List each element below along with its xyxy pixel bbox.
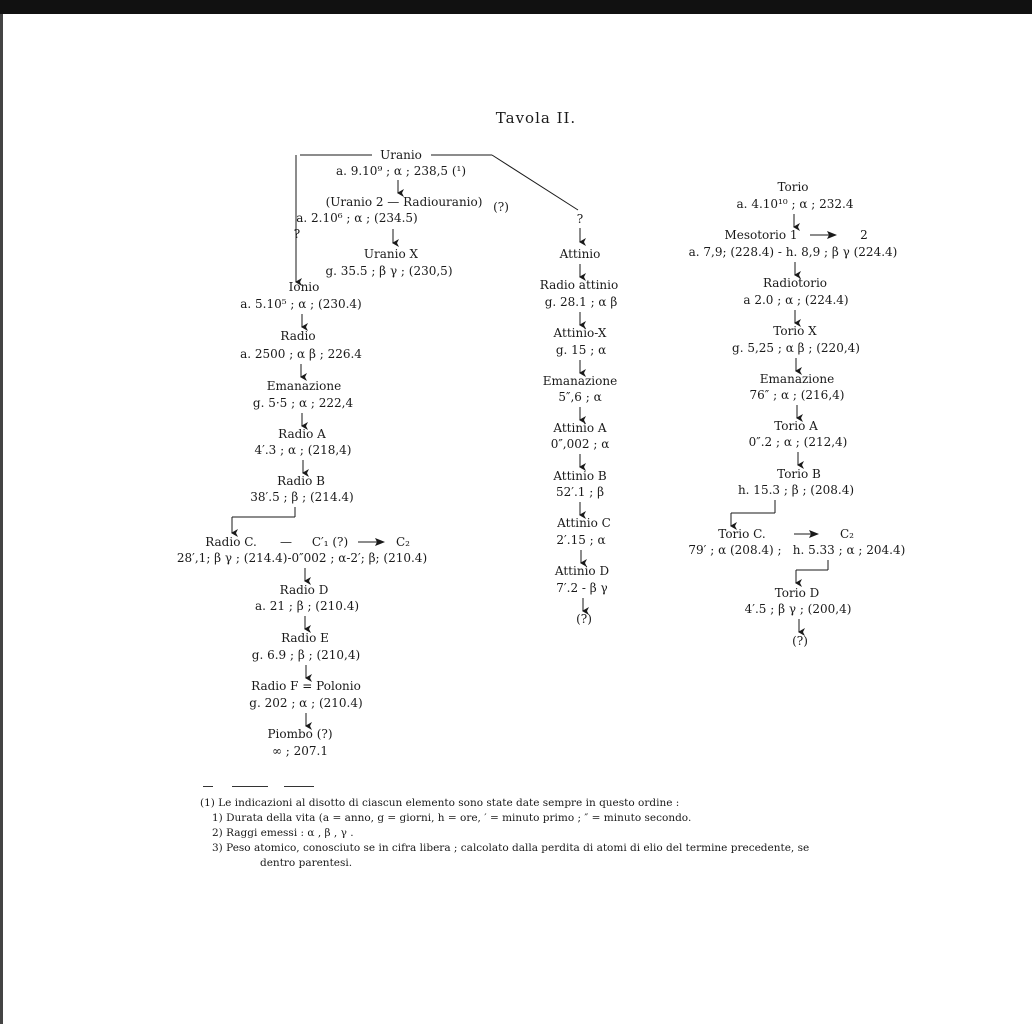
torio-c-data-right: h. 5.33 ; α ; 204.4) [792, 543, 906, 557]
footnote-rule [232, 786, 268, 787]
mesotorio-data: a. 7,9; (228.4) - h. 8,9 ; β γ (224.4) [688, 245, 898, 259]
torio-c-name: Torio C. [718, 527, 766, 541]
attinio-emanazione-data: 5″,6 ; α [558, 390, 602, 404]
radio-e-name: Radio E [281, 631, 329, 645]
uranio2-data: a. 2.10⁶ ; α ; (234.5) [296, 211, 418, 225]
ionio-data: a. 5.10⁵ ; α ; (230.4) [240, 297, 362, 311]
attinio-end: (?) [576, 612, 592, 626]
ionio-name: Ionio [288, 280, 320, 294]
attinio-d-data: 7′.2 - β γ [556, 581, 608, 595]
footnote-item-2: 2) Raggi emessi : α , β , γ . [212, 827, 354, 839]
attinio-c-name: Attinio C [557, 516, 611, 530]
radio-d-name: Radio D [279, 583, 329, 597]
attinio-x-data: g. 15 ; α [555, 343, 607, 357]
attinio-b-name: Attinio B [553, 469, 607, 483]
attinio-d-name: Attinio D [554, 564, 610, 578]
torio-series [688, 180, 905, 648]
uranio-series [177, 148, 578, 758]
torio-end: (?) [792, 634, 808, 648]
radio-f-name: Radio F = Polonio [251, 679, 361, 693]
footnote-item-3: 3) Peso atomico, conosciuto se in cifra libera ; calcolato dalla perdita di atomi di elio del termine precedente, se [212, 842, 810, 854]
attinio-series [540, 212, 618, 626]
attinio-question: ? [576, 212, 584, 226]
torio-emanazione-name: Emanazione [759, 372, 835, 386]
page-title: Tavola II. [495, 109, 577, 127]
mesotorio-name: Mesotorio 1 [724, 228, 798, 242]
emanazione-name: Emanazione [266, 379, 342, 393]
attinio-b-data: 52′.1 ; β [555, 485, 605, 499]
radio-e-data: g. 6.9 ; β ; (210,4) [251, 648, 361, 662]
uranio-name: Uranio [380, 148, 422, 162]
radio-b-data: 38′.5 ; β ; (214.4) [250, 490, 354, 504]
attinio-x-name: Attinio-X [553, 326, 607, 340]
radiotorio-name: Radiotorio [762, 276, 828, 290]
radio-a-data: 4′.3 ; α ; (218,4) [254, 443, 352, 457]
radio-attinio-name: Radio attinio [539, 278, 619, 292]
attinio-a-name: Attinio A [553, 421, 607, 435]
mesotorio-2: 2 [860, 228, 868, 242]
torio-x-data: g. 5,25 ; α β ; (220,4) [732, 341, 860, 355]
footnote [200, 796, 920, 871]
footnote-rule [284, 786, 314, 787]
radio-a-name: Radio A [278, 427, 326, 441]
radio-b-name: Radio B [277, 474, 325, 488]
radio-c-name: Radio C. [205, 535, 257, 549]
uranio-x-name: Uranio X [363, 247, 419, 261]
radio-attinio-data: g. 28.1 ; α β [544, 295, 618, 309]
torio-c2-name: C₂ [840, 527, 854, 541]
radio-d-data: a. 21 ; β ; (210.4) [254, 599, 360, 613]
uranio-x-data: g. 35.5 ; β γ ; (230,5) [325, 264, 453, 278]
attinio-c-data: 2′.15 ; α [556, 533, 606, 547]
attinio-name: Attinio [559, 247, 601, 261]
torio-d-data: 4′.5 ; β γ ; (200,4) [744, 602, 852, 616]
torio-x-name: Torio X [773, 324, 817, 338]
footnote-intro: (1) Le indicazioni al disotto di ciascun elemento sono state date sempre in questo ordine : [200, 797, 680, 809]
radio-data: a. 2500 ; α β ; 226.4 [240, 347, 362, 361]
torio-b-data: h. 15.3 ; β ; (208.4) [737, 483, 855, 497]
radiotorio-data: a 2.0 ; α ; (224.4) [743, 293, 849, 307]
footnote-rule [203, 786, 213, 787]
piombo-name: Piombo (?) [267, 727, 333, 741]
footnote-item-1: 1) Durata della vita (a = anno, g = giorni, h = ore, ′ = minuto primo ; ″ = minuto secondo. [212, 812, 692, 824]
torio-a-name: Torio A [774, 419, 818, 433]
radio-f-data: g. 202 ; α ; (210.4) [249, 696, 363, 710]
uranio-question: ? [293, 227, 301, 241]
torio-emanazione-data: 76″ ; α ; (216,4) [749, 388, 845, 402]
torio-data: a. 4.10¹⁰ ; α ; 232.4 [736, 197, 854, 211]
torio-name: Torio [777, 180, 809, 194]
uranio2-name: (Uranio 2 — Radiouranio) [325, 195, 483, 209]
radio-c-data: 28′,1; β γ ; (214.4)-0″002 ; α-2′; β; (210.4) [176, 551, 428, 565]
emanazione-data: g. 5·5 ; α ; 222,4 [252, 396, 354, 410]
radio-c-dash: — [280, 535, 292, 549]
uranio2-mark: (?) [493, 200, 509, 214]
piombo-data: ∞ ; 207.1 [271, 744, 329, 758]
torio-a-data: 0″.2 ; α ; (212,4) [748, 435, 848, 449]
radio-name: Radio [280, 329, 316, 343]
attinio-emanazione-name: Emanazione [542, 374, 618, 388]
radio-c1-name: C′₁ (?) [311, 535, 349, 549]
uranio-data: a. 9.10⁹ ; α ; 238,5 (¹) [335, 164, 467, 178]
radio-c2-name: C₂ [396, 535, 410, 549]
torio-c-data-left: 79′ ; α (208.4) ; [688, 543, 782, 557]
torio-b-name: Torio B [777, 467, 821, 481]
footnote-item-3-cont: dentro parentesi. [260, 857, 353, 869]
torio-d-name: Torio D [774, 586, 820, 600]
attinio-a-data: 0″,002 ; α [550, 437, 610, 451]
